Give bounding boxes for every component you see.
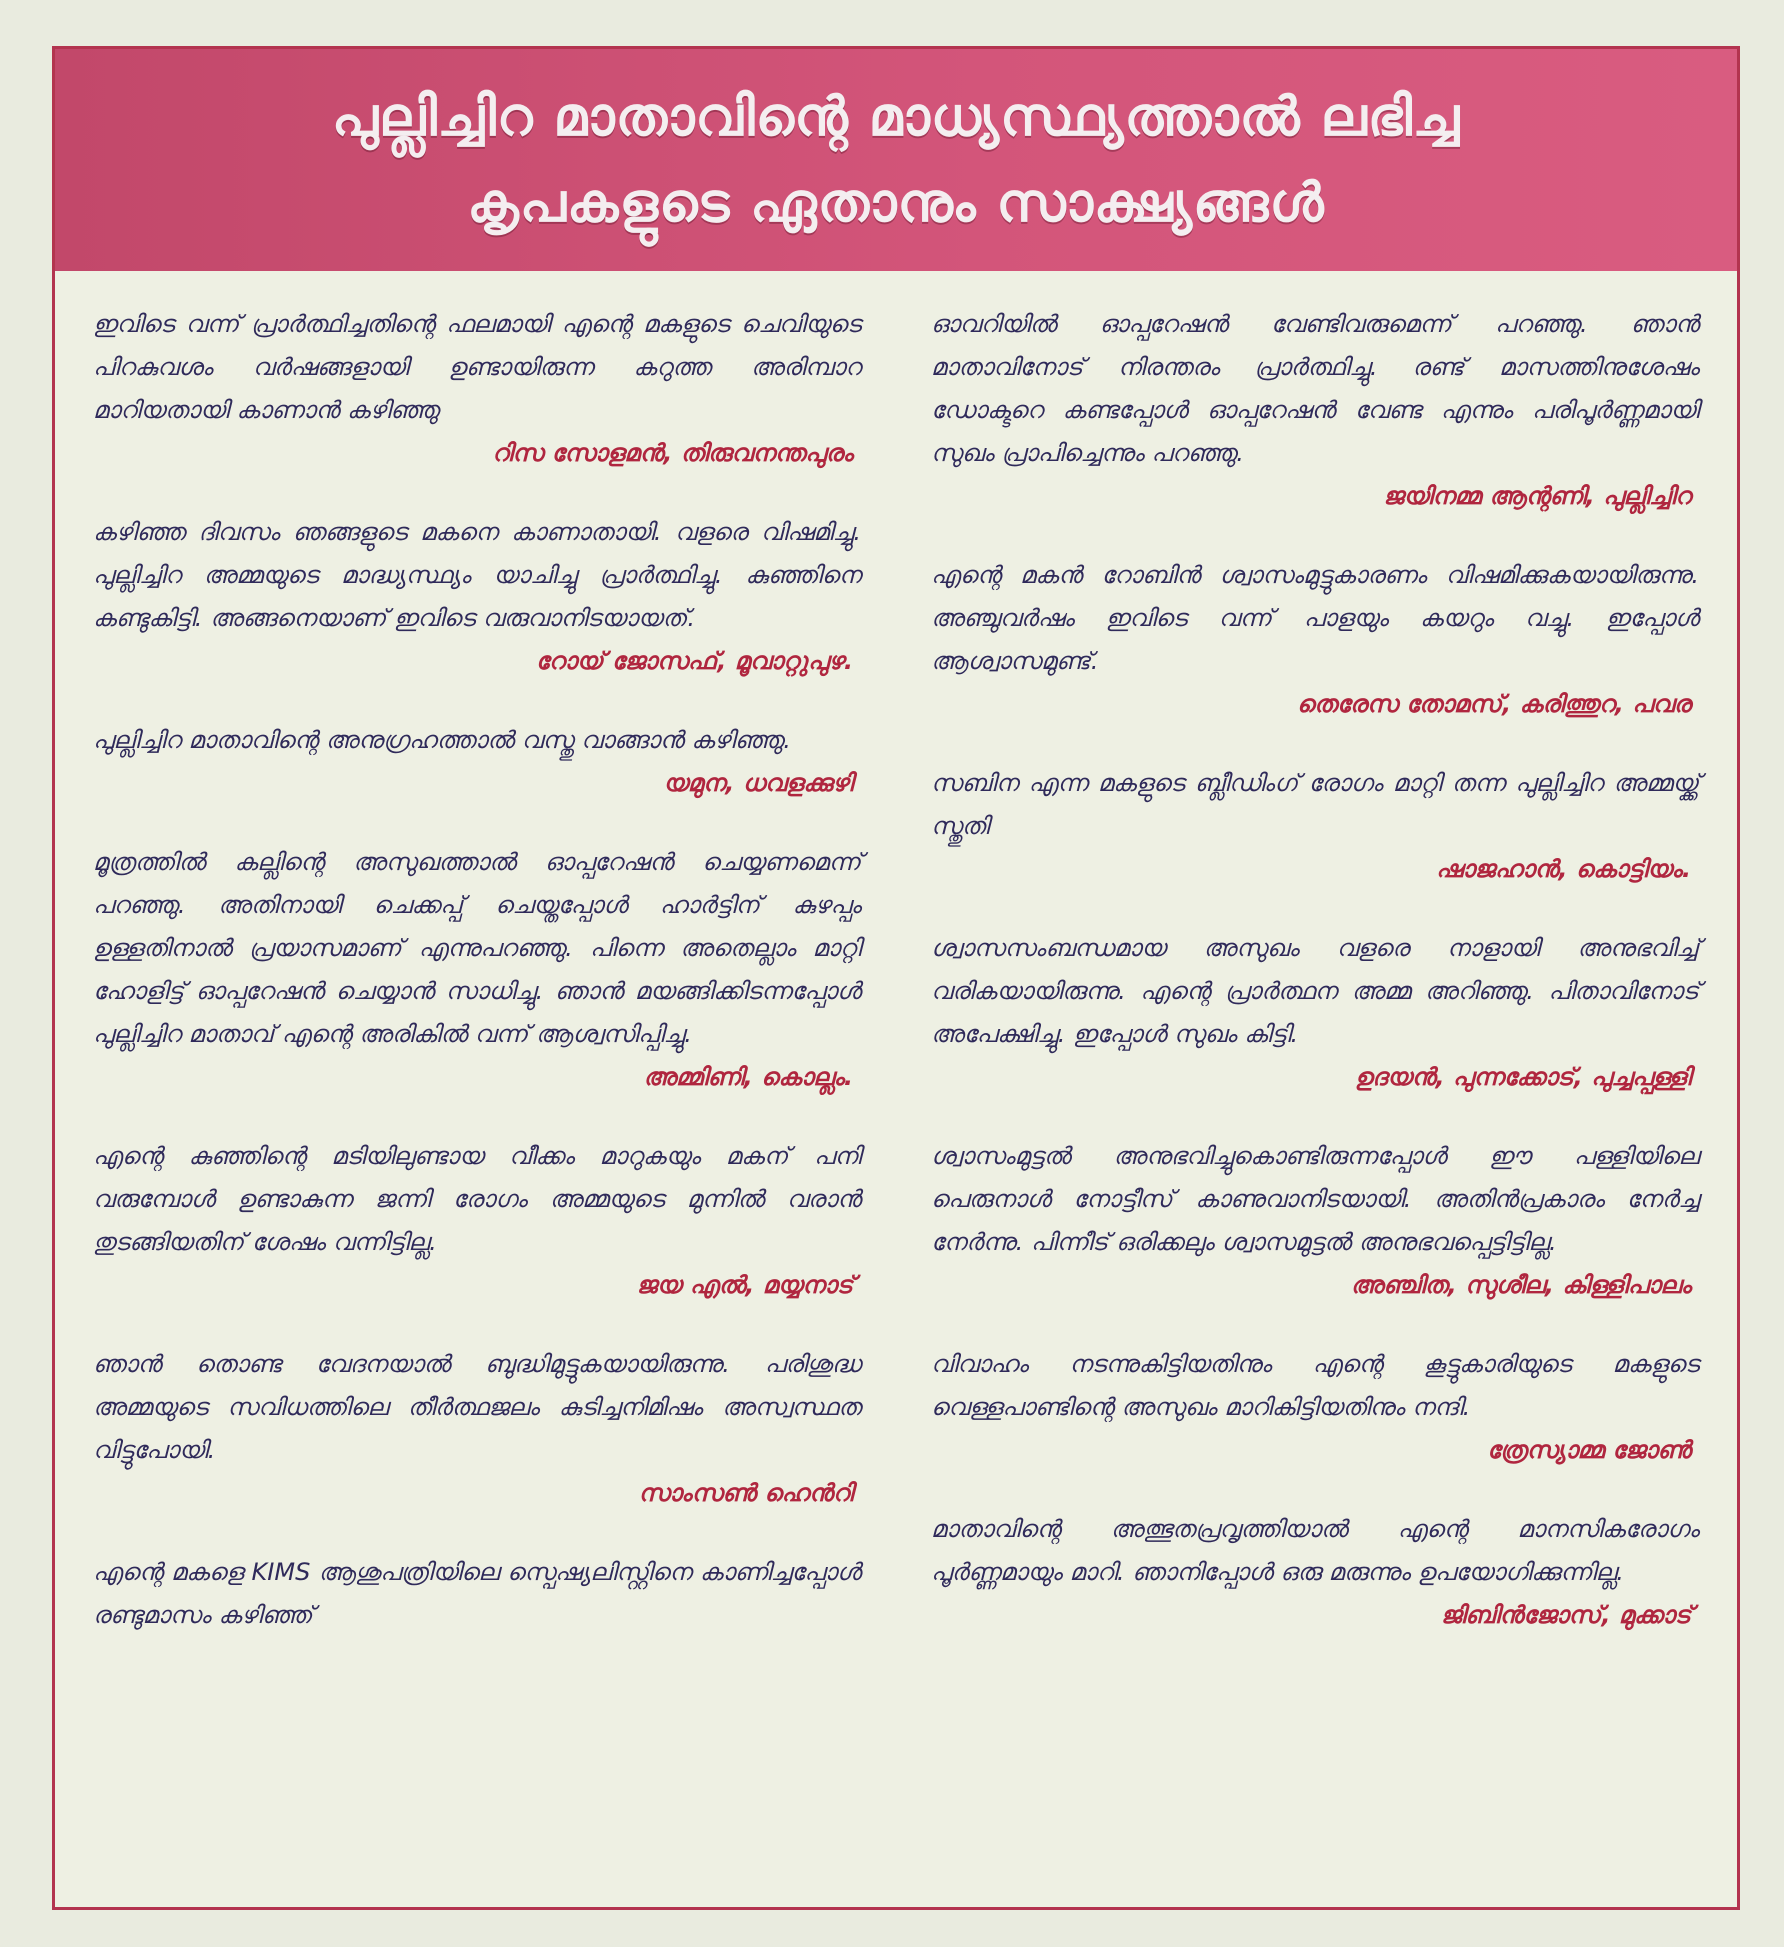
testimonial-text: ശ്വാസംമുട്ടൽ അനുഭവിച്ചുകൊണ്ടിരുന്നപ്പോൾ ഈ പള്ളിയിലെ പെരുനാൾ നോട്ടീസ് കാണുവാനിടയായി. അതിൻപ്രകാരം നേർച്ച നേർന്നു. പിന്നീട് ഒരിക്കലും ശ്വാസമുട്ടൽ അനുഭവപ്പെട്ടിട്ടില്ല. [931,1142,1699,1256]
testimonial-author: യമുന, ധവളക്കുഴി [663,769,853,797]
testimonial [931,1343,1699,1472]
testimonial-text: സബിന എന്ന മകളുടെ ബ്ലീഡിംഗ് രോഗം മാറ്റി തന്ന പുല്ലിച്ചിറ അമ്മയ്ക്ക് സ്തുതി [931,769,1699,840]
testimonial-author: ജയിനമ്മ ആന്റണി, പുല്ലിച്ചിറ [1383,482,1691,510]
testimonial [93,719,861,805]
testimonial-text: കഴിഞ്ഞ ദിവസം ഞങ്ങളുടെ മകനെ കാണാതായി. വളരെ വിഷമിച്ചു. പുല്ലിച്ചിറ അമ്മയുടെ മാദ്ധ്യസ്ഥ്യം യാചിച്ചു പ്രാർത്ഥിച്ചു. കുഞ്ഞിനെ കണ്ടുകിട്ടി. അങ്ങനെയാണ് ഇവിടെ വരുവാനിടയായത്. [93,518,861,632]
testimonial [931,1135,1699,1307]
testimonial [93,841,861,1099]
testimonial-text: മാതാവിന്റെ അത്ഭുതപ്രവൃത്തിയാൽ എന്റെ മാനസികരോഗം പൂർണ്ണമായും മാറി. ഞാനിപ്പോൾ ഒരു മരുന്നും ഉപയോഗിക്കുന്നില്ല. [931,1515,1699,1586]
testimonial [931,554,1699,726]
testimonial-author: റിസ സോളമൻ, തിരുവനന്തപുരം [492,439,853,467]
testimonial [931,762,1699,891]
headline-banner [55,49,1737,271]
testimonial [93,1343,861,1515]
testimonial-text: ഇവിടെ വന്ന് പ്രാർത്ഥിച്ചതിന്റെ ഫലമായി എന്റെ മകളുടെ ചെവിയുടെ പിറകുവശം വർഷങ്ങളായി ഉണ്ടായിരുന്ന കറുത്ത അരിമ്പാറ മാറിയതായി കാണാൻ കഴിഞ്ഞു [93,310,861,424]
testimonial-text: വിവാഹം നടന്നുകിട്ടിയതിനും എന്റെ കൂട്ടുകാരിയുടെ മകളുടെ വെള്ളപാണ്ടിന്റെ അസുഖം മാറികിട്ടിയതിനും നന്ദി. [931,1350,1699,1421]
testimonial-text: എന്റെ കുഞ്ഞിന്റെ മടിയിലുണ്ടായ വീക്കം മാറുകയും മകന് പനി വരുമ്പോൾ ഉണ്ടാകുന്ന ജന്നി രോഗം അമ്മയുടെ മുന്നിൽ വരാൻ തുടങ്ങിയതിന് ശേഷം വന്നിട്ടില്ല. [93,1142,861,1256]
testimonial-author: റോയ് ജോസഫ്, മൂവാറ്റുപുഴ. [535,647,853,675]
testimonial-text: എന്റെ മകൻ റോബിൻ ശ്വാസംമുട്ടുകാരണം വിഷമിക്കുകയായിരുന്നു. അഞ്ചുവർഷം ഇവിടെ വന്ന് പാളയും കയറും വച്ചു. ഇപ്പോൾ ആശ്വാസമുണ്ട്. [931,561,1699,675]
testimonial-text: ശ്വാസസംബന്ധമായ അസുഖം വളരെ നാളായി അനുഭവിച്ച് വരികയായിരുന്നു. എന്റെ പ്രാർത്ഥന അമ്മ അറിഞ്ഞു. പിതാവിനോട് അപേക്ഷിച്ചു. ഇപ്പോൾ സുഖം കിട്ടി. [931,934,1699,1048]
testimonial-author: അഞ്ചിത, സുശീല, കിള്ളിപാലം [1350,1271,1691,1299]
testimonial-author: അമ്മിണി, കൊല്ലം. [643,1063,853,1091]
testimonial-text: ഞാൻ തൊണ്ട വേദനയാൽ ബുദ്ധിമുട്ടുകയായിരുന്നു. പരിശുദ്ധ അമ്മയുടെ സവിധത്തിലെ തീർത്ഥജലം കുടിച്ചനിമിഷം അസ്വസ്ഥത വിട്ടുപോയി. [93,1350,861,1464]
testimonial [931,1508,1699,1637]
headline-line-2: കൃപകളുടെ ഏതാനും സാക്ഷ്യങ്ങൾ [467,171,1325,234]
testimonial [93,1551,861,1637]
testimonial [93,511,861,683]
testimonial-author: ജയ എൽ, മയ്യനാട് [636,1271,853,1299]
testimonial [93,1135,861,1307]
testimonial-author: ഷാജഹാൻ, കൊട്ടിയം. [1436,855,1691,883]
headline-line-1: പുല്ലിച്ചിറ മാതാവിന്റെ മാധ്യസ്ഥ്യത്താൽ ലഭിച്ച [331,85,1461,148]
testimonial-text: ഓവറിയിൽ ഓപ്പറേഷൻ വേണ്ടിവരുമെന്ന് പറഞ്ഞു. ഞാൻ മാതാവിനോട് നിരന്തരം പ്രാർത്ഥിച്ചു. രണ്ട് മാസത്തിനുശേഷം ഡോക്ടറെ കണ്ടപ്പോൾ ഓപ്പറേഷൻ വേണ്ട എന്നും പരിപൂർണ്ണമായി സുഖം പ്രാപിച്ചെന്നും പറഞ്ഞു. [931,310,1699,467]
testimonial-text: എന്റെ മകളെ KIMS ആശുപത്രിയിലെ സ്പെഷ്യലിസ്റ്റിനെ കാണിച്ചപ്പോൾ രണ്ടുമാസം കഴിഞ്ഞ് [93,1558,861,1629]
testimonial-author: ഉദയൻ, പുന്നക്കോട്, പുച്ചപ്പള്ളി [1354,1063,1691,1091]
testimonial-author: സാംസൺ ഹെൻറി [638,1479,853,1507]
testimonial-text: മൂത്രത്തിൽ കല്ലിന്റെ അസുഖത്താൽ ഓപ്പറേഷൻ ചെയ്യണമെന്ന് പറഞ്ഞു. അതിനായി ചെക്കപ്പ് ചെയ്തപ്പോൾ ഹാർട്ടിന് കുഴപ്പം ഉള്ളതിനാൽ പ്രയാസമാണ് എന്നുപറഞ്ഞു. പിന്നെ അതെല്ലാം മാറ്റി ഹോളിട്ട് ഓപ്പറേഷൻ ചെയ്യാൻ സാധിച്ചു. ഞാൻ മയങ്ങിക്കിടന്നപ്പോൾ പുല്ലിച്ചിറ മാതാവ് എന്റെ അരികിൽ വന്ന് ആശ്വസിപ്പിച്ചു. [93,848,861,1048]
testimonial-text: പുല്ലിച്ചിറ മാതാവിന്റെ അനുഗ്രഹത്താൽ വസ്തു വാങ്ങാൻ കഴിഞ്ഞു. [93,726,791,754]
left-column [93,303,861,1907]
testimonial [93,303,861,475]
testimonial-columns [55,271,1737,1907]
testimonial-author: ജിബിൻജോസ്, മുക്കാട് [1440,1601,1691,1629]
testimonial-author: തെരേസ തോമസ്, കരിത്തുറ, പവര [1296,690,1691,718]
testimonial-panel [52,46,1740,1910]
testimonial [931,927,1699,1099]
testimonial-author: ത്രേസ്യാമ്മ ജോൺ [1487,1436,1691,1464]
right-column [931,303,1699,1907]
testimonial [931,303,1699,518]
